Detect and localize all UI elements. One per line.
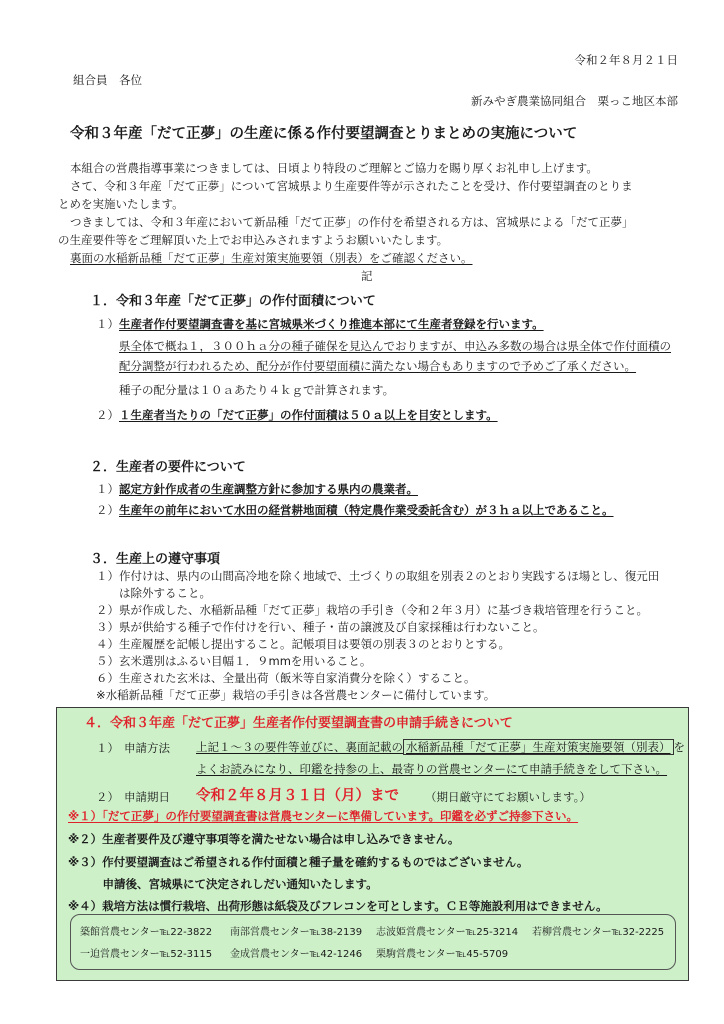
section-1-item-2-number: ２） — [96, 408, 119, 422]
application-method-label: 申請方法 — [124, 741, 170, 755]
section-2-item-1: 認定方針作成者の生産調整方針に参加する県内の農業者。 — [119, 482, 418, 496]
section-1-heading: １．令和３年産「だて正夢」の作付面積について — [90, 294, 376, 309]
section-4-note-4: ※４）栽培方法は慣行栽培、出荷形態は紙袋及びフレコンを可とします。ＣＥ等施設利用はできません。 — [68, 899, 608, 913]
intro-paragraph-3b: の生産要件等をご理解頂いた上でお申込みされますようお願いいたします。 — [58, 233, 449, 247]
section-3-item: ６）生産された玄米は、全量出荷（飯米等自家消費分を除く）すること。 — [96, 671, 476, 685]
contact-item: 金成営農センター℡42-1246 — [230, 949, 363, 960]
section-1-item-1-line-4: 種子の配分量は１０ａあたり４ｋｇで計算されます。 — [119, 383, 395, 397]
section-3-item: ３）県が供給する種子で作付けを行い、種子・苗の譲渡及び自家採種は行わないこと。 — [96, 620, 545, 634]
application-method-text-1: 上記１～３の要件等並びに、裏面記載の — [196, 740, 403, 754]
section-3-item: は除外すること。 — [96, 586, 211, 600]
section-4-heading: ４．令和３年産「だて正夢」生産者作付要望調査書の申請手続きについて — [84, 716, 513, 731]
contact-item: 若柳営農センター℡32-2225 — [532, 927, 665, 938]
section-4-note-3: ※３）作付要望調査はご希望される作付面積と種子量を確約するものではございません。 — [68, 855, 529, 869]
section-4-note-1: ※１）「だて正夢」の作付要望調査書は営農センターに準備しています。印鑑を必ずご持参下さい。 — [68, 809, 579, 823]
section-4-note-3-continued: 申請後、宮城県にて決定されしだい通知いたします。 — [68, 877, 378, 891]
section-3-item: １）作付けは、県内の山間高冷地を除く地域で、土づくりの取組を別表２のとおり実践するほ場とし、復元田 — [96, 569, 660, 583]
intro-paragraph-2b: とめを実施いたします。 — [58, 197, 184, 211]
section-3-item: ４）生産履歴を記帳し提出すること。記帳項目は要領の別表３のとおりとする。 — [96, 637, 510, 651]
section-1-item-1: 生産者作付要望調査書を基に宮城県米づくり推進本部にて生産者登録を行います。 — [119, 317, 544, 331]
section-4-note-2: ※２）生産者要件及び遵守事項等を満たせない場合は申し込みできません。 — [68, 832, 460, 846]
contact-item: 志波姫営農センター℡25-3214 — [376, 927, 519, 938]
contact-item: 一迫営農センター℡52-3115 — [80, 949, 213, 960]
intro-paragraph-3a: つきましては、令和３年産において新品種「だて正夢」の作付を希望される方は、宮城県による「だて正夢」 — [70, 215, 634, 229]
document-date: 令和２年８月２１日 — [574, 53, 678, 67]
section-3-item: ２）県が作成した、水稲新品種「だて正夢」栽培の手引き（令和２年３月）に基づき栽培管理を行うこと。 — [96, 603, 648, 617]
application-deadline-label: 申請期日 — [124, 790, 170, 804]
section-3-item: ５）玄米選別はふるい目幅１．９mmを用いること。 — [96, 654, 372, 668]
intro-paragraph-4: 裏面の水稲新品種「だて正夢」生産対策実施要領（別表）をご確認ください。 — [70, 251, 473, 265]
intro-paragraph-2a: さて、令和３年産「だて正夢」について宮城県より生産要件等が示されたことを受け、作付要望調査のとりま — [70, 179, 633, 193]
application-method-text-2: を — [673, 740, 685, 754]
section-2-item-1-number: １） — [96, 482, 119, 496]
ki-marker: 記 — [361, 269, 373, 283]
contact-item: 栗駒営農センター℡45-5709 — [376, 949, 509, 960]
sender: 新みやぎ農業協同組合 栗っこ地区本部 — [471, 94, 678, 108]
application-method-boxed: 水稲新品種「だて正夢」生産対策実施要領（別表） — [403, 739, 674, 755]
application-deadline: 令和２年８月３１日（月）まで — [196, 788, 399, 804]
section-2-item-2: 生産年の前年において水田の経営耕地面積（特定農作業受委託含む）が３ｈａ以上であること。 — [119, 503, 614, 517]
section-3-note: ※水稲新品種「だて正夢」栽培の手引きは各営農センターに備付しています。 — [96, 688, 496, 702]
section-1-item-1-number: １） — [96, 317, 119, 331]
intro-paragraph-1: 本組合の営農指導事業につきましては、日頃より特段のご理解とご協力を賜り厚くお礼申し上げます。 — [70, 161, 598, 175]
application-method-number: １） — [96, 741, 119, 755]
application-method-text — [196, 739, 685, 755]
contact-item: 築館営農センター℡22-3822 — [80, 927, 213, 938]
application-deadline-note: （期日厳守にてお願いします。） — [425, 790, 591, 804]
document-title: 令和３年産「だて正夢」の生産に係る作付要望調査とりまとめの実施について — [70, 126, 578, 142]
section-1-item-1-line-2: 県全体で概ね１，３００ｈａ分の種子確保を見込んでおりますが、申込み多数の場合は県全体で作付面積の — [119, 339, 671, 353]
recipient: 組合員 各位 — [73, 73, 142, 87]
section-3-heading: ３．生産上の遵守事項 — [90, 552, 221, 567]
section-1-item-1-line-3: 配分調整が行われるため、配分が作付要望面積に満たない場合もありますので予めご了承ください。 — [119, 359, 637, 373]
section-1-item-2: １生産者当たりの「だて正夢」の作付面積は５０ａ以上を目安とします。 — [119, 408, 498, 422]
application-deadline-number: ２） — [96, 790, 119, 804]
contact-item: 南部営農センター℡38-2139 — [230, 927, 363, 938]
section-2-item-2-number: ２） — [96, 503, 119, 517]
application-method-line-2: よくお読みになり、印鑑を持参の上、最寄りの営農センターにて申請手続きをして下さい。 — [196, 762, 668, 776]
section-2-heading: ２．生産者の要件について — [90, 460, 246, 475]
